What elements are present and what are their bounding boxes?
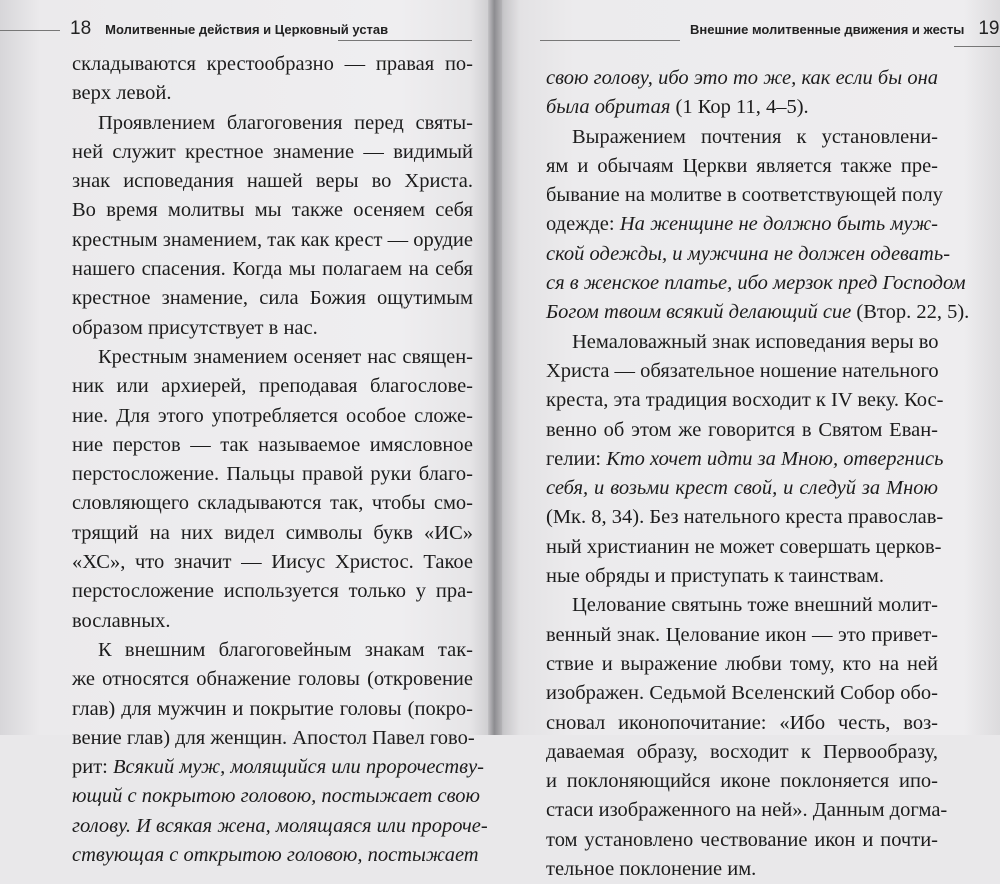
left-body-text	[72, 50, 488, 870]
text-line: Богом твоим всякий делающий сие (Втор. 22, 5).	[546, 301, 970, 324]
text-line: словляющего складываются так, чтобы смо-	[72, 492, 473, 515]
text-line: ской одежды, и мужчина не должен одевать-	[546, 242, 951, 265]
text-line: одежде: На женщине не должно быть муж-	[546, 213, 938, 236]
right-page	[494, 0, 1000, 881]
text-line: знак исповедания нашей веры во Христа.	[72, 170, 473, 193]
text-line: Выражением почтения к установлени-	[572, 125, 938, 148]
text-line: ствующая с открытою головою, постыжает	[72, 844, 479, 867]
right-running-header	[690, 14, 999, 44]
text-line: Во время молитвы мы также осеняем себя	[72, 199, 473, 222]
text-line: верх левой.	[72, 82, 172, 105]
text-line: Крестным знамением осеняет нас священ-	[98, 345, 473, 368]
text-line: глав) для мужчин и покрытие головы (покро-	[72, 697, 473, 720]
left-running-head-title: Молитвенные действия и Церковный устав	[105, 21, 389, 37]
text-line: нашего спасения. Когда мы полагаем на себя	[72, 258, 473, 281]
left-page	[0, 0, 494, 867]
right-body-text	[546, 64, 970, 884]
text-line: стаси изображенного на ней». Данным догма-	[546, 799, 948, 822]
text-line: том установлено чествование икон и почти-	[546, 828, 938, 851]
text-line: ющий с покрытою головою, постыжает свою	[72, 785, 480, 808]
text-line: трящий на них видел символы букв «ИС»	[72, 521, 473, 544]
text-line: складываются крестообразно — правая по-	[72, 53, 473, 75]
text-line: гелии: Кто хочет идти за Мною, отвергнись	[546, 447, 944, 470]
text-line: образом присутствует в нас.	[72, 316, 318, 339]
text-line: себя, и возьми крест свой, и следуй за Мною	[546, 477, 938, 500]
text-line: Немаловажный знак исповедания веры во	[572, 330, 939, 353]
text-line: крестным знамением, так как крест — орудие	[72, 228, 473, 251]
text-line: перстосложение. Пальцы правой руки благо-	[72, 463, 473, 486]
right-page-number: 19	[978, 18, 1000, 39]
header-rule-left	[0, 30, 60, 31]
text-line: бывание на молитве в соответствующей полу	[546, 184, 943, 207]
text-line: вение глав) для женщин. Апостол Павел гово-	[72, 726, 475, 749]
text-line: была обритая (1 Кор 11, 4–5).	[546, 96, 809, 119]
text-line: ный христианин не может совершать церков-	[546, 535, 942, 558]
text-line: ник или архиерей, преподавая благослове-	[72, 375, 473, 398]
text-line: ние перстов — так называемое имясловное	[72, 433, 473, 456]
right-running-head-title: Внешние молитвенные движения и жесты	[690, 21, 965, 37]
text-line: креста, эта традиция восходит к IV веку. Кос-	[546, 389, 944, 412]
text-line: ные обряды и приступать к таинствам.	[546, 565, 884, 588]
text-line: К внешним благоговейным знакам так-	[98, 638, 473, 661]
text-line: ям и обычаям Церкви является также пре-	[546, 154, 938, 177]
text-line: сновал иконопочитание: «Ибо честь, воз-	[546, 711, 938, 734]
text-line: рит: Всякий муж, молящийся или пророчеству-	[72, 756, 484, 779]
text-line: вославных.	[72, 609, 171, 632]
text-line: голову. И всякая жена, молящаяся или пророче-	[72, 814, 488, 837]
header-rule-right	[954, 46, 1000, 47]
text-line: крестное знамение, сила Божия ощутимым	[72, 287, 473, 310]
text-line: ние. Для этого употребляется особое сложе-	[72, 404, 473, 427]
text-line: ся в женское платье, ибо мерзок пред Господом	[546, 272, 966, 295]
text-line: Целование святынь тоже внешний молит-	[572, 594, 938, 617]
text-line: Христа — обязательное ношение нательного	[546, 359, 939, 382]
header-rule-left-tail	[338, 40, 472, 41]
text-line: «ХС», что значит — Иисус Христос. Такое	[72, 551, 473, 574]
book-gutter	[488, 0, 502, 735]
text-line: венно об этом же говорится в Святом Еван-	[546, 418, 938, 441]
text-line: (Мк. 8, 34). Без нательного креста православ-	[546, 506, 944, 529]
left-page-number: 18	[70, 18, 92, 39]
text-line: изображен. Седьмой Вселенский Собор обо-	[546, 682, 938, 705]
text-line: перстосложение используется только у пра-	[72, 580, 473, 603]
text-line: тельное поклонение им.	[546, 858, 757, 881]
text-line: и поклоняющийся иконе поклоняется ипо-	[546, 770, 938, 793]
text-line: Проявлением благоговения перед святы-	[98, 111, 473, 134]
text-line: даваемая образу, восходит к Первообразу,	[546, 740, 938, 763]
text-line: ствие и выражение любви тому, кто на ней	[546, 652, 938, 675]
header-rule-right-lead	[540, 40, 680, 41]
text-line: свою голову, ибо это то же, как если бы она	[546, 67, 938, 89]
text-line: венный знак. Целование икон — это привет-	[546, 623, 938, 646]
text-line: ней служит крестное знамение — видимый	[72, 140, 473, 163]
text-line: же относятся обнажение головы (откровение	[72, 668, 473, 691]
